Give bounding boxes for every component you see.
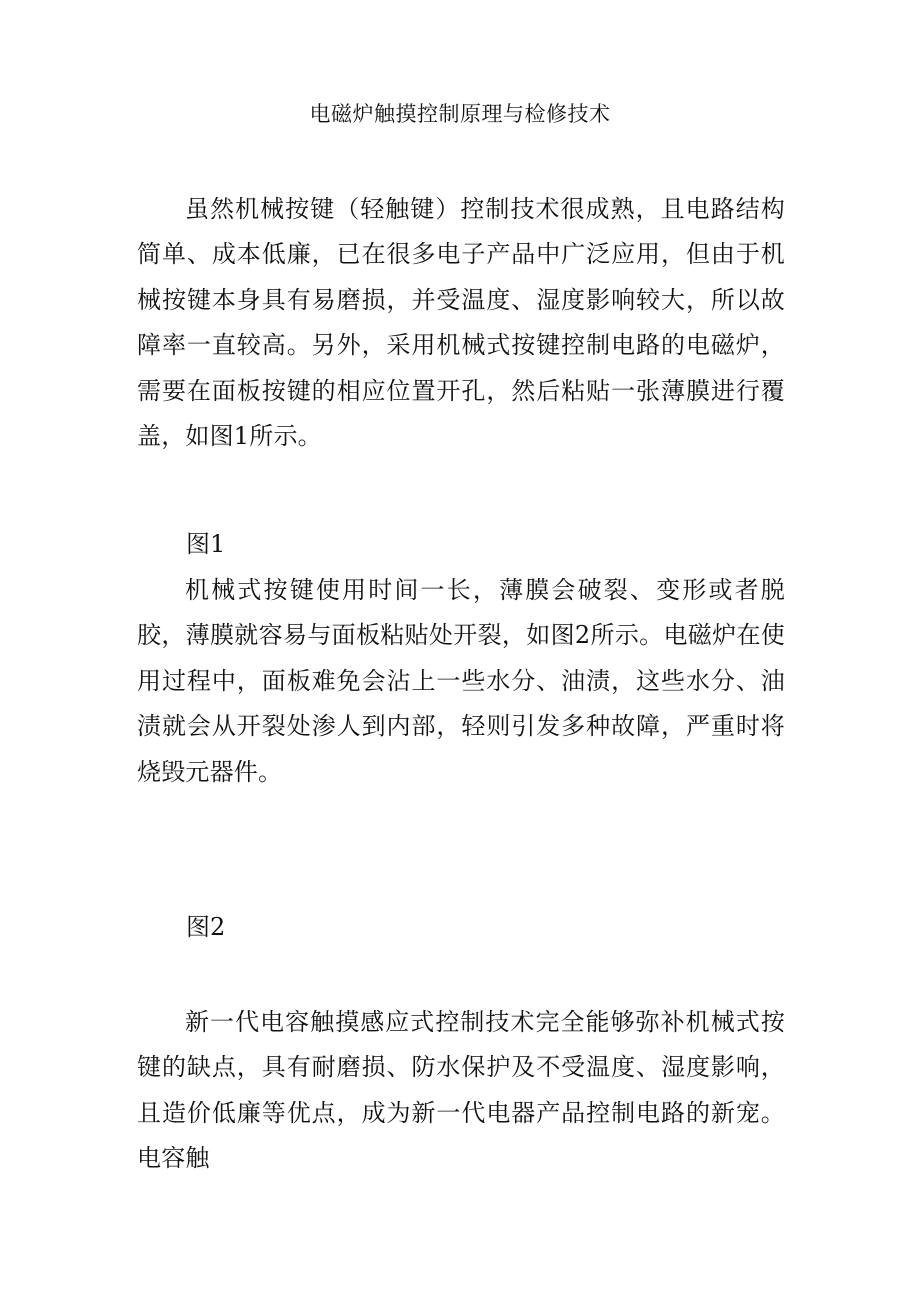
figure-1-label: 图1: [186, 530, 226, 558]
document-title: 电磁炉触摸控制原理与检修技术: [309, 102, 611, 126]
paragraph-membrane-damage: 机械式按键使用时间一长，薄膜会破裂、变形或者脱胶，薄膜就容易与面板粘贴处开裂，如图2所示。电磁炉在使用过程中，面板难免会沾上一些水分、油渍，这些水分、油渍就会从开裂处渗人到内部，轻则引发多种故障，严重时将烧毁元器件。: [137, 576, 785, 786]
figure-2-label: 图2: [186, 913, 226, 941]
paragraph-capacitive-touch: 新一代电容触摸感应式控制技术完全能够弥补机械式按键的缺点，具有耐磨损、防水保护及不受温度、湿度影响，且造价低廉等优点，成为新一代电器产品控制电路的新宠。电容触: [137, 1008, 785, 1173]
paragraph-mechanical-keys: 虽然机械按键（轻触键）控制技术很成熟，且电路结构简单、成本低廉，已在很多电子产品中广泛应用，但由于机械按键本身具有易磨损，并受温度、湿度影响较大，所以故障率一直较高。另外，采用机械式按键控制电路的电磁炉，需要在面板按键的相应位置开孔，然后粘贴一张薄膜进行覆盖，如图1所示。: [137, 195, 785, 451]
